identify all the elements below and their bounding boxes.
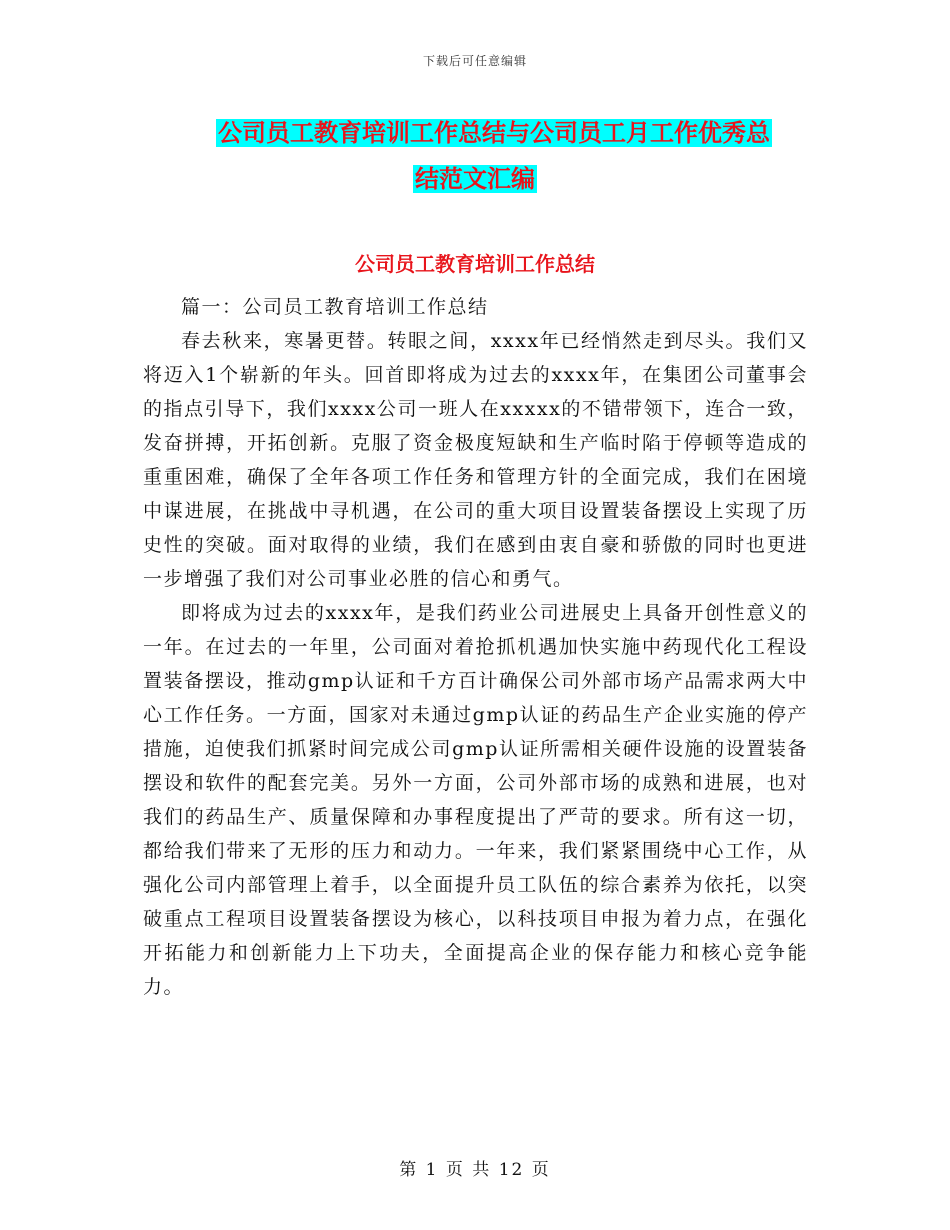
document-title — [0, 110, 950, 202]
header-note: 下载后可任意编辑 — [422, 54, 527, 68]
paragraph-chapter-heading: 篇一：公司员工教育培训工作总结 — [181, 296, 489, 318]
paragraph: 即将成为过去的xxxx年，是我们药业公司进展史上具备开创性意义的一年。在过去的一年里，公司面对着抢抓机遇加快实施中药现代化工程设置装备摆设，推动gmp认证和千方百计确保公司外部市场产品需求两大中心工作任务。一方面，国家对未通过gmp认证的药品生产企业实施的停产措施，迫使我们抓紧时间完成公司gmp认证所需相关硬件设施的设置装备摆设和软件的配套完美。另外一方面，公司外部市场的成熟和进展，也对我们的药品生产、质量保障和办事程度提出了严苛的要求。所有这一切，都给我们带来了无形的压力和动力。一年来，我们紧紧围绕中心工作，从强化公司内部管理上着手，以全面提升员工队伍的综合素养为依托，以突破重点工程项目设置装备摆设为核心，以科技项目申报为着力点，在强化开拓能力和创新能力上下功夫，全面提高企业的保存能力和核心竞争能力。 — [143, 602, 808, 998]
section-title: 公司员工教育培训工作总结 — [355, 252, 595, 276]
title-line-2: 结范文汇编 — [415, 165, 535, 193]
document-body — [143, 290, 808, 1004]
page-footer: 第 1 页 共 12 页 — [399, 1160, 551, 1180]
title-line-1: 公司员工教育培训工作总结与公司员工月工作优秀总 — [218, 119, 770, 147]
paragraph: 春去秋来，寒暑更替。转眼之间，xxxx年已经悄然走到尽头。我们又将迈入1个崭新的年头。回首即将成为过去的xxxx年，在集团公司董事会的指点引导下，我们xxxx公司一班人在xxxxx的不错带领下，连合一致，发奋拼搏，开拓创新。克服了资金极度短缺和生产临时陷于停顿等造成的重重困难，确保了全年各项工作任务和管理方针的全面完成，我们在困境中谋进展，在挑战中寻机遇，在公司的重大项目设置装备摆设上实现了历史性的突破。面对取得的业绩，我们在感到由衷自豪和骄傲的同时也更进一步增强了我们对公司事业必胜的信心和勇气。 — [143, 330, 808, 590]
